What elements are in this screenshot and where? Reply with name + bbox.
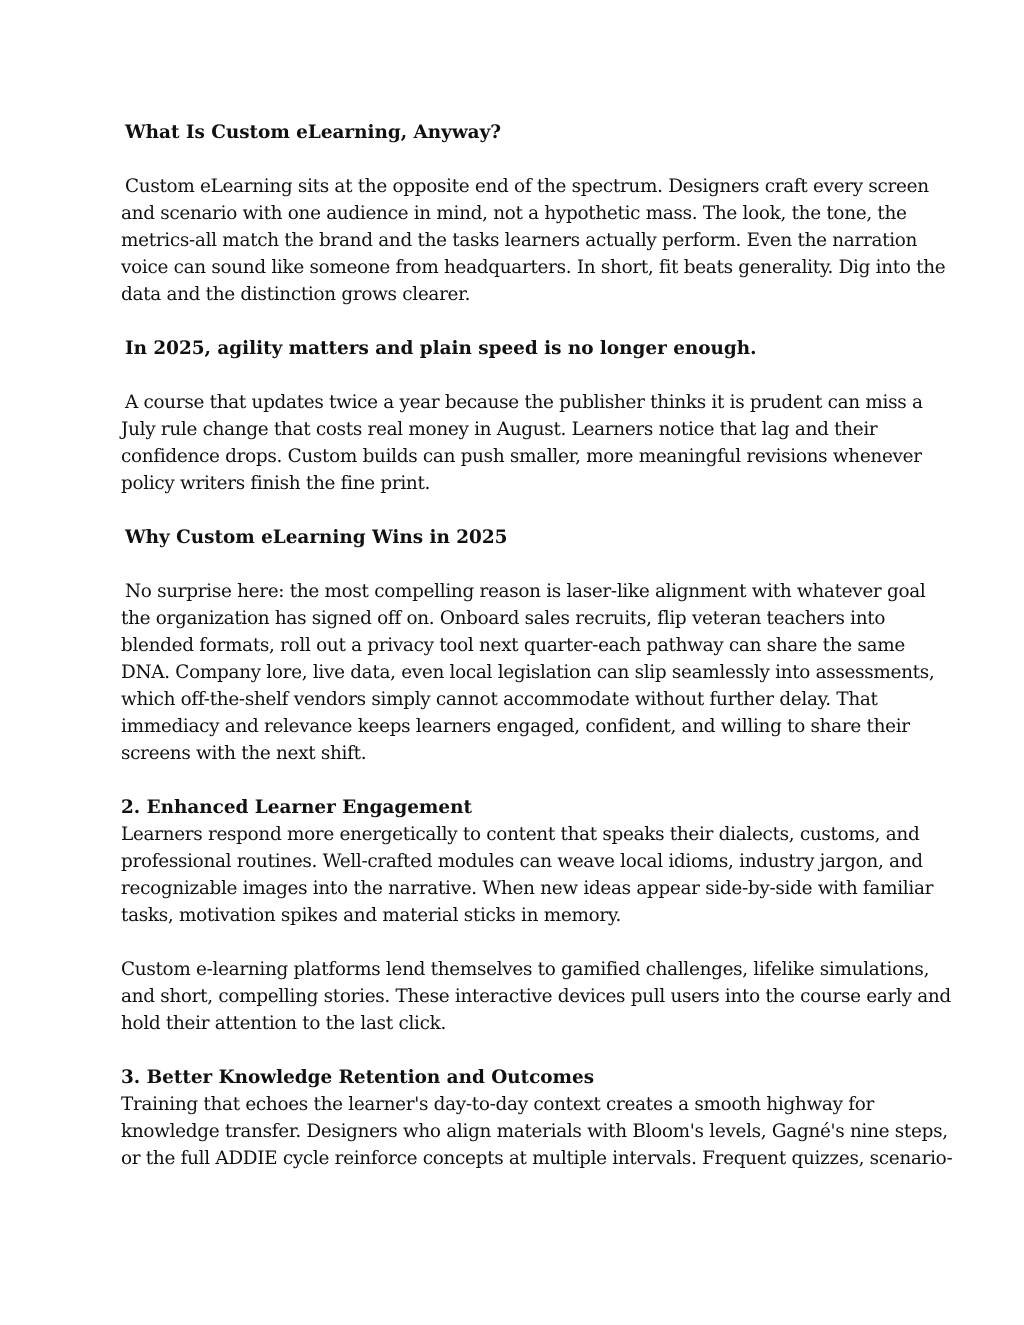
- paragraph-line: hold their attention to the last click.: [121, 1013, 447, 1034]
- section-paragraph: [121, 578, 935, 767]
- paragraph-line: Training that echoes the learner's day-to-day context creates a smooth highway for: [121, 1094, 874, 1115]
- paragraph-line: data and the distinction grows clearer.: [121, 284, 471, 305]
- paragraph-line: blended formats, roll out a privacy tool next quarter-each pathway can share the same: [121, 635, 905, 656]
- section-paragraph: [121, 173, 946, 308]
- paragraph-line: and short, compelling stories. These interactive devices pull users into the course early and: [121, 986, 951, 1007]
- paragraph-line: or the full ADDIE cycle reinforce concepts at multiple intervals. Frequent quizzes, scenario-: [121, 1148, 953, 1169]
- paragraph-line: Learners respond more energetically to content that speaks their dialects, customs, and: [121, 824, 920, 845]
- section-heading: In 2025, agility matters and plain speed is no longer enough.: [125, 338, 757, 359]
- paragraph-line: voice can sound like someone from headquarters. In short, fit beats generality. Dig into the: [121, 257, 946, 278]
- paragraph-line: professional routines. Well-crafted modules can weave local idioms, industry jargon, and: [121, 851, 923, 872]
- paragraph-line: metrics-all match the brand and the tasks learners actually perform. Even the narration: [121, 230, 918, 251]
- paragraph-line: confidence drops. Custom builds can push smaller, more meaningful revisions whenever: [121, 446, 922, 467]
- paragraph-line: tasks, motivation spikes and material sticks in memory.: [121, 905, 622, 926]
- section-heading: Why Custom eLearning Wins in 2025: [125, 527, 508, 548]
- document-page: [121, 119, 953, 1172]
- section-heading: What Is Custom eLearning, Anyway?: [125, 122, 502, 143]
- paragraph-line: No surprise here: the most compelling reason is laser-like alignment with whatever goal: [125, 581, 926, 602]
- paragraph-line: A course that updates twice a year because the publisher thinks it is prudent can miss a: [125, 392, 923, 413]
- paragraph-line: and scenario with one audience in mind, not a hypothetic mass. The look, the tone, the: [121, 203, 907, 224]
- section-paragraph: [121, 821, 934, 929]
- paragraph-line: screens with the next shift.: [121, 743, 367, 764]
- paragraph-line: policy writers finish the fine print.: [121, 473, 431, 494]
- section-heading: 2. Enhanced Learner Engagement: [121, 797, 472, 818]
- section-paragraph: [121, 1091, 953, 1172]
- section-paragraph: [121, 389, 923, 497]
- paragraph-line: Custom e-learning platforms lend themselves to gamified challenges, lifelike simulations,: [121, 959, 930, 980]
- paragraph-line: DNA. Company lore, live data, even local legislation can slip seamlessly into assessments,: [121, 662, 935, 683]
- section-heading: 3. Better Knowledge Retention and Outcomes: [121, 1067, 595, 1088]
- paragraph-line: the organization has signed off on. Onboard sales recruits, flip veteran teachers into: [121, 608, 886, 629]
- paragraph-line: which off-the-shelf vendors simply cannot accommodate without further delay. That: [121, 689, 878, 710]
- paragraph-line: July rule change that costs real money in August. Learners notice that lag and their: [121, 419, 878, 440]
- paragraph-line: immediacy and relevance keeps learners engaged, confident, and willing to share their: [121, 716, 910, 737]
- paragraph-line: recognizable images into the narrative. When new ideas appear side-by-side with familiar: [121, 878, 934, 899]
- paragraph-line: knowledge transfer. Designers who align materials with Bloom's levels, Gagné's nine steps,: [121, 1121, 948, 1142]
- section-paragraph: [121, 956, 951, 1037]
- paragraph-line: Custom eLearning sits at the opposite end of the spectrum. Designers craft every screen: [125, 176, 929, 197]
